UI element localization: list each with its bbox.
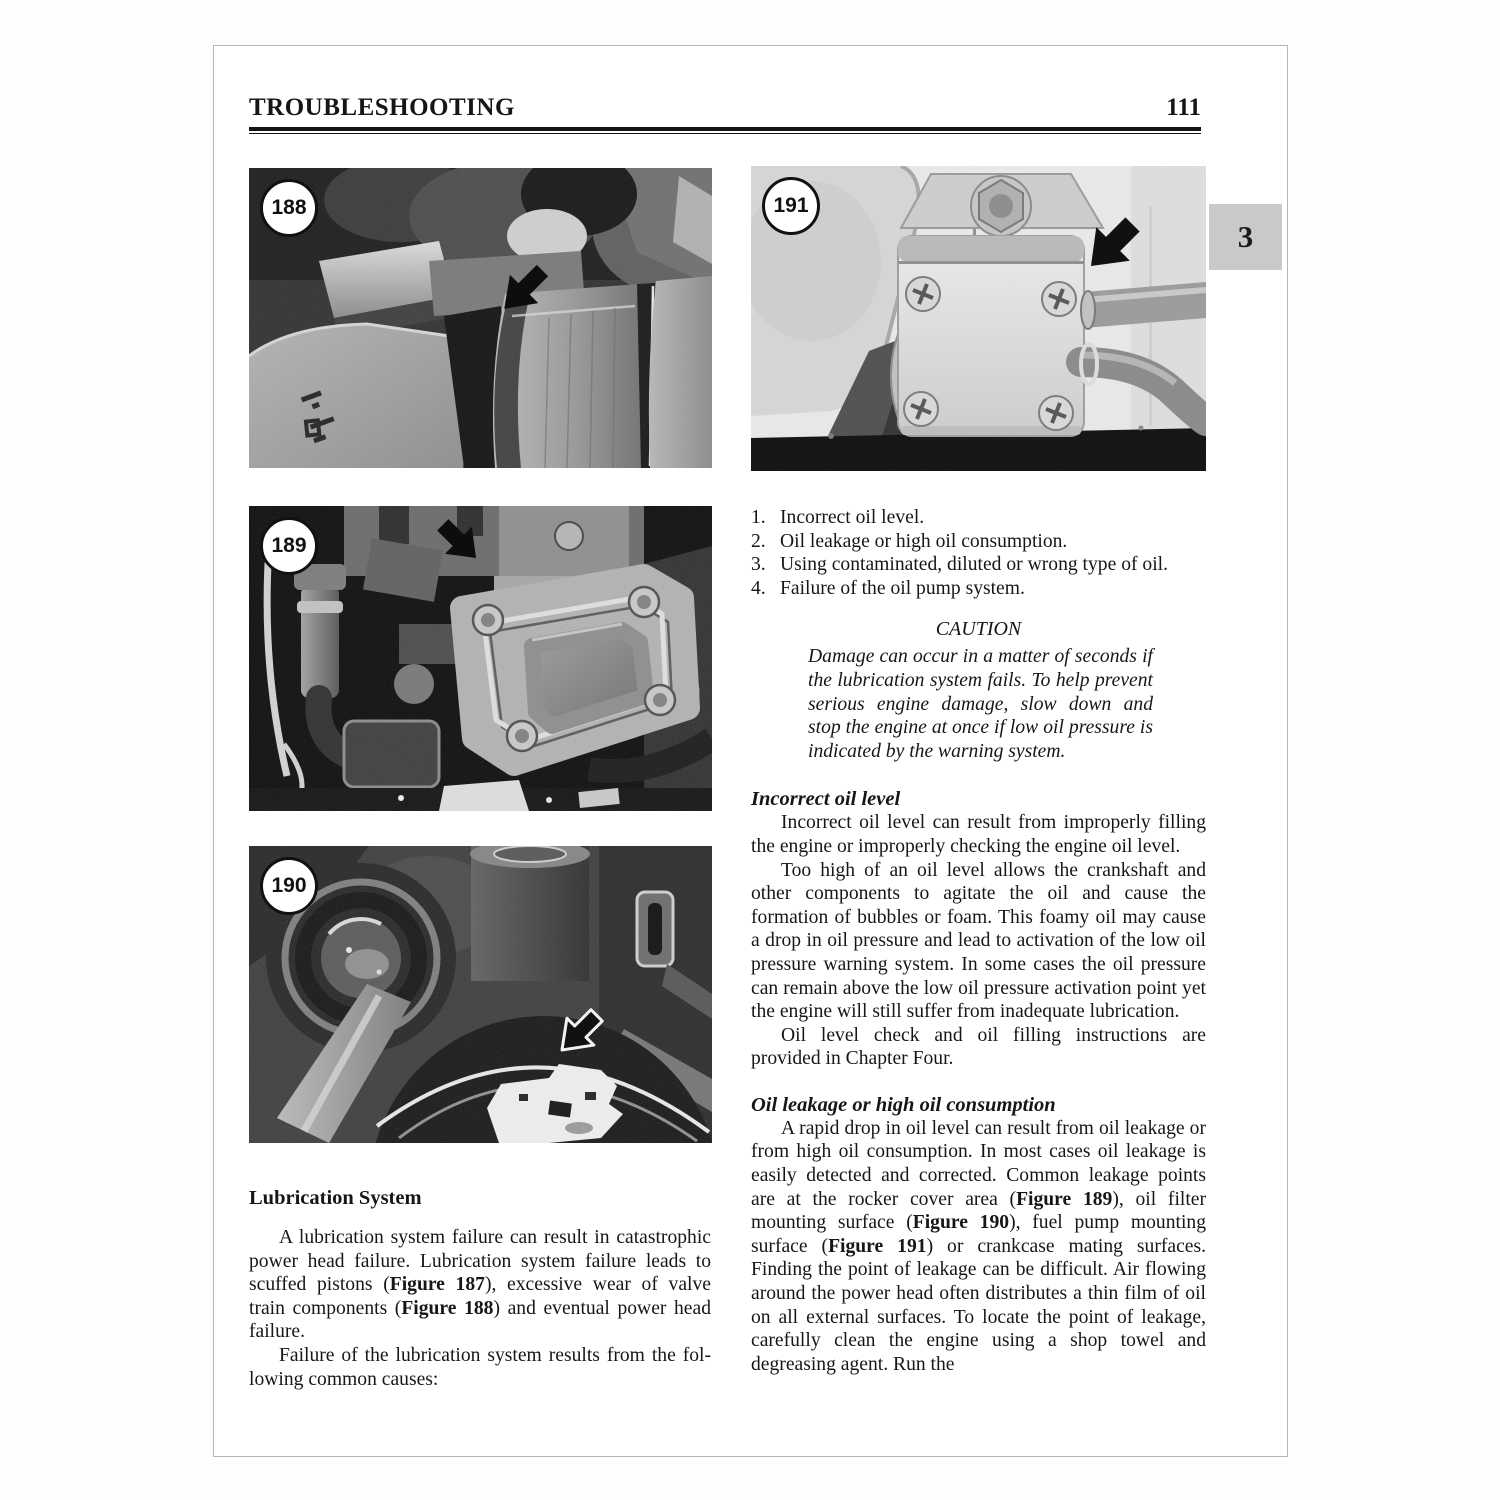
- list-number: 2.: [751, 530, 766, 552]
- page-title: TROUBLESHOOTING: [249, 94, 515, 121]
- text-segment: ), oil filter mounting surface (: [751, 1188, 1207, 1234]
- text-segment: A lubrication system failure can result in catastrophic power head failure. Lubrication system failure leads to scuffed pistons (: [249, 1227, 711, 1296]
- paragraph: [249, 1226, 711, 1344]
- figure-188-number-badge: [260, 179, 318, 237]
- figure-188: [249, 168, 712, 468]
- right-column: [751, 506, 1206, 1376]
- list-text: Using contaminated, diluted or wrong type of oil.: [780, 554, 1168, 576]
- page-header: [249, 94, 1201, 122]
- figure-reference: Figure 191: [828, 1235, 927, 1257]
- chapter-tab: 3: [1209, 204, 1282, 270]
- paragraph: [751, 1117, 1206, 1377]
- figure-reference: Figure 187: [389, 1274, 485, 1296]
- caution-body: Damage can occur in a matter of seconds if the lubrication system fails. To help prevent serious engine damage, slow down and stop the engine at once if low oil pressure is indicated by the warning system.: [808, 646, 1153, 762]
- caution-block: [751, 617, 1206, 763]
- list-text: Failure of the oil pump system.: [780, 577, 1025, 599]
- figure-reference: Figure 189: [1016, 1188, 1113, 1210]
- figure-188-number: 188: [271, 196, 307, 219]
- paragraph: Failure of the lubrication system results from the following common causes:: [249, 1344, 711, 1390]
- list-number: 3.: [751, 554, 766, 576]
- list-number: 4.: [751, 577, 766, 599]
- list-text: Incorrect oil level.: [780, 507, 925, 528]
- section-heading-oil-leakage: Oil leakage or high oil consumption: [751, 1093, 1056, 1116]
- figure-190: [249, 846, 712, 1143]
- left-column: [249, 1186, 711, 1391]
- text-segment: A rapid drop in oil level can result from oil leakage or from high oil consumption. In most cases oil leakage is easily detected and corrected. Common leakage points are at the rocker cover area (: [751, 1117, 1206, 1210]
- figure-190-number: 190: [271, 874, 307, 897]
- figure-reference: Figure 190: [912, 1212, 1010, 1234]
- figure-191: [751, 166, 1206, 471]
- figure-189-number-badge: [260, 517, 318, 575]
- paragraph: Too high of an oil level allows the crankshaft and other components to agitate the oil and cause the formation of bubbles or foam. This foamy oil may cause a drop in oil pressure and lead to activation of the low oil pressure warning system. In some cases the oil pressure can remain above the low oil pressure activation point yet the engine will still suffer from inadequate lubrication.: [751, 859, 1206, 1023]
- figure-191-number-badge: [762, 177, 820, 235]
- caution-title: CAUTION: [935, 618, 1022, 641]
- page-number: 111: [1166, 94, 1201, 121]
- rocker-cover-photo: [249, 506, 712, 811]
- manual-page: [213, 45, 1288, 1457]
- list-text: Oil leakage or high oil consumption.: [780, 530, 1068, 552]
- causes-list: [751, 506, 1206, 600]
- figure-189: [249, 506, 712, 811]
- header-rule: [249, 127, 1201, 134]
- oil-filter-photo: [249, 846, 712, 1143]
- text-segment: ) or crankcase mating surfaces. Finding the point of leakage can be difficult. Air flowing around the power head often distributes a thin film of oil on all external surfaces. To locate the point of leakage, carefully clean the engine using a shop towel and degreasing agent. Run the: [751, 1235, 1206, 1375]
- paragraph: Incorrect oil level can result from improperly filling the engine or improperly checking the engine oil level.: [751, 812, 1206, 857]
- list-number: 1.: [751, 507, 766, 528]
- text-segment: ), excessive wear of valve train components (: [249, 1274, 711, 1319]
- list-item: [751, 553, 1206, 577]
- list-item: [751, 577, 1206, 601]
- section-heading-incorrect-oil-level: Incorrect oil level: [751, 788, 901, 811]
- figure-reference: Figure 188: [401, 1297, 494, 1319]
- text-segment: ) and eventual power head failure.: [249, 1297, 712, 1343]
- list-item: [751, 506, 1206, 530]
- crankshaft-photo: [249, 168, 712, 468]
- list-item: [751, 530, 1206, 554]
- text-segment: ), fuel pump mounting surface (: [751, 1212, 1207, 1257]
- paragraph: Oil level check and oil filling instructions are provided in Chapter Four.: [751, 1024, 1206, 1070]
- figure-189-number: 189: [271, 534, 307, 557]
- figure-190-number-badge: [260, 857, 318, 915]
- figure-191-number: 191: [773, 194, 809, 217]
- section-heading-lubrication-system: Lubrication System: [249, 1187, 422, 1209]
